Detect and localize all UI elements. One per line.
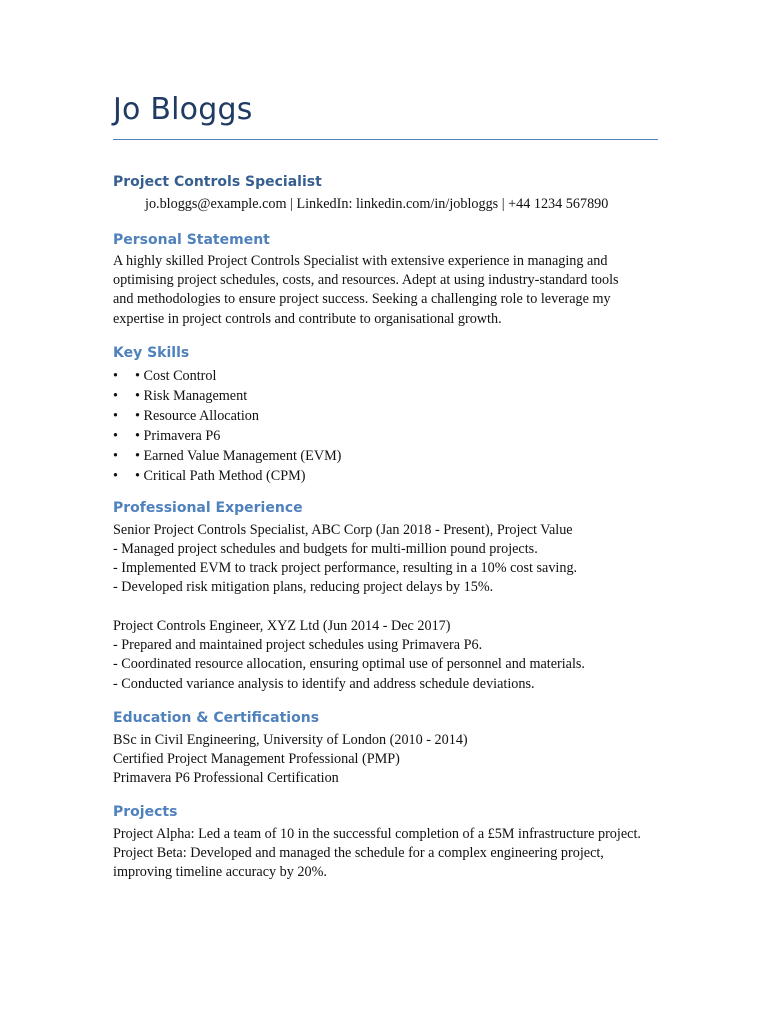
education-line: BSc in Civil Engineering, University of London (2010 - 2014) (113, 732, 468, 748)
skills-list (113, 366, 341, 486)
contact-line: jo.bloggs@example.com | LinkedIn: linkedin.com/in/jobloggs | +44 1234 567890 (145, 196, 609, 212)
statement-line: and methodologies to ensure project success. Seeking a challenging role to leverage my (113, 291, 611, 307)
list-item (113, 366, 341, 386)
skill-label: • Risk Management (135, 388, 248, 404)
experience-line: - Conducted variance analysis to identify and address schedule deviations. (113, 676, 535, 692)
statement-line: A highly skilled Project Controls Specialist with extensive experience in managing and (113, 253, 608, 269)
bullet-icon: • (113, 448, 118, 464)
experience-line: - Managed project schedules and budgets for multi-million pound projects. (113, 541, 538, 557)
list-item (113, 466, 341, 486)
list-item (113, 386, 341, 406)
project-line: Project Alpha: Led a team of 10 in the successful completion of a £5M infrastructure project. (113, 826, 641, 842)
experience-line: Senior Project Controls Specialist, ABC Corp (Jan 2018 - Present), Project Value (113, 522, 573, 538)
education-line: Primavera P6 Professional Certification (113, 770, 339, 786)
education-line: Certified Project Management Professional (PMP) (113, 751, 400, 767)
role-title: Project Controls Specialist (113, 174, 322, 190)
statement-line: expertise in project controls and contribute to organisational growth. (113, 311, 502, 327)
experience-line: - Implemented EVM to track project performance, resulting in a 10% cost saving. (113, 560, 578, 576)
bullet-icon: • (113, 428, 118, 444)
experience-heading: Professional Experience (113, 500, 303, 516)
skill-label: • Cost Control (135, 368, 217, 384)
list-item (113, 446, 341, 466)
bullet-icon: • (113, 388, 118, 404)
education-heading: Education & Certifications (113, 710, 320, 726)
personal-statement-heading: Personal Statement (113, 232, 270, 248)
bullet-icon: • (113, 408, 118, 424)
project-line: Project Beta: Developed and managed the schedule for a complex engineering project, (113, 845, 604, 861)
experience-line: - Coordinated resource allocation, ensuring optimal use of personnel and materials. (113, 656, 585, 672)
experience-line: - Developed risk mitigation plans, reducing project delays by 15%. (113, 579, 494, 595)
experience-line: - Prepared and maintained project schedules using Primavera P6. (113, 637, 483, 653)
key-skills-heading: Key Skills (113, 345, 190, 361)
skill-label: • Earned Value Management (EVM) (135, 448, 342, 464)
title-divider (113, 139, 658, 140)
project-line: improving timeline accuracy by 20%. (113, 864, 327, 880)
skill-label: • Critical Path Method (CPM) (135, 468, 306, 484)
experience-line: Project Controls Engineer, XYZ Ltd (Jun 2014 - Dec 2017) (113, 618, 451, 634)
bullet-icon: • (113, 368, 118, 384)
list-item (113, 406, 341, 426)
skill-label: • Resource Allocation (135, 408, 259, 424)
projects-heading: Projects (113, 804, 178, 820)
statement-line: optimising project schedules, costs, and resources. Adept at using industry-standard tools (113, 272, 619, 288)
candidate-name: Jo Bloggs (113, 92, 253, 127)
skill-label: • Primavera P6 (135, 428, 221, 444)
list-item (113, 426, 341, 446)
bullet-icon: • (113, 468, 118, 484)
